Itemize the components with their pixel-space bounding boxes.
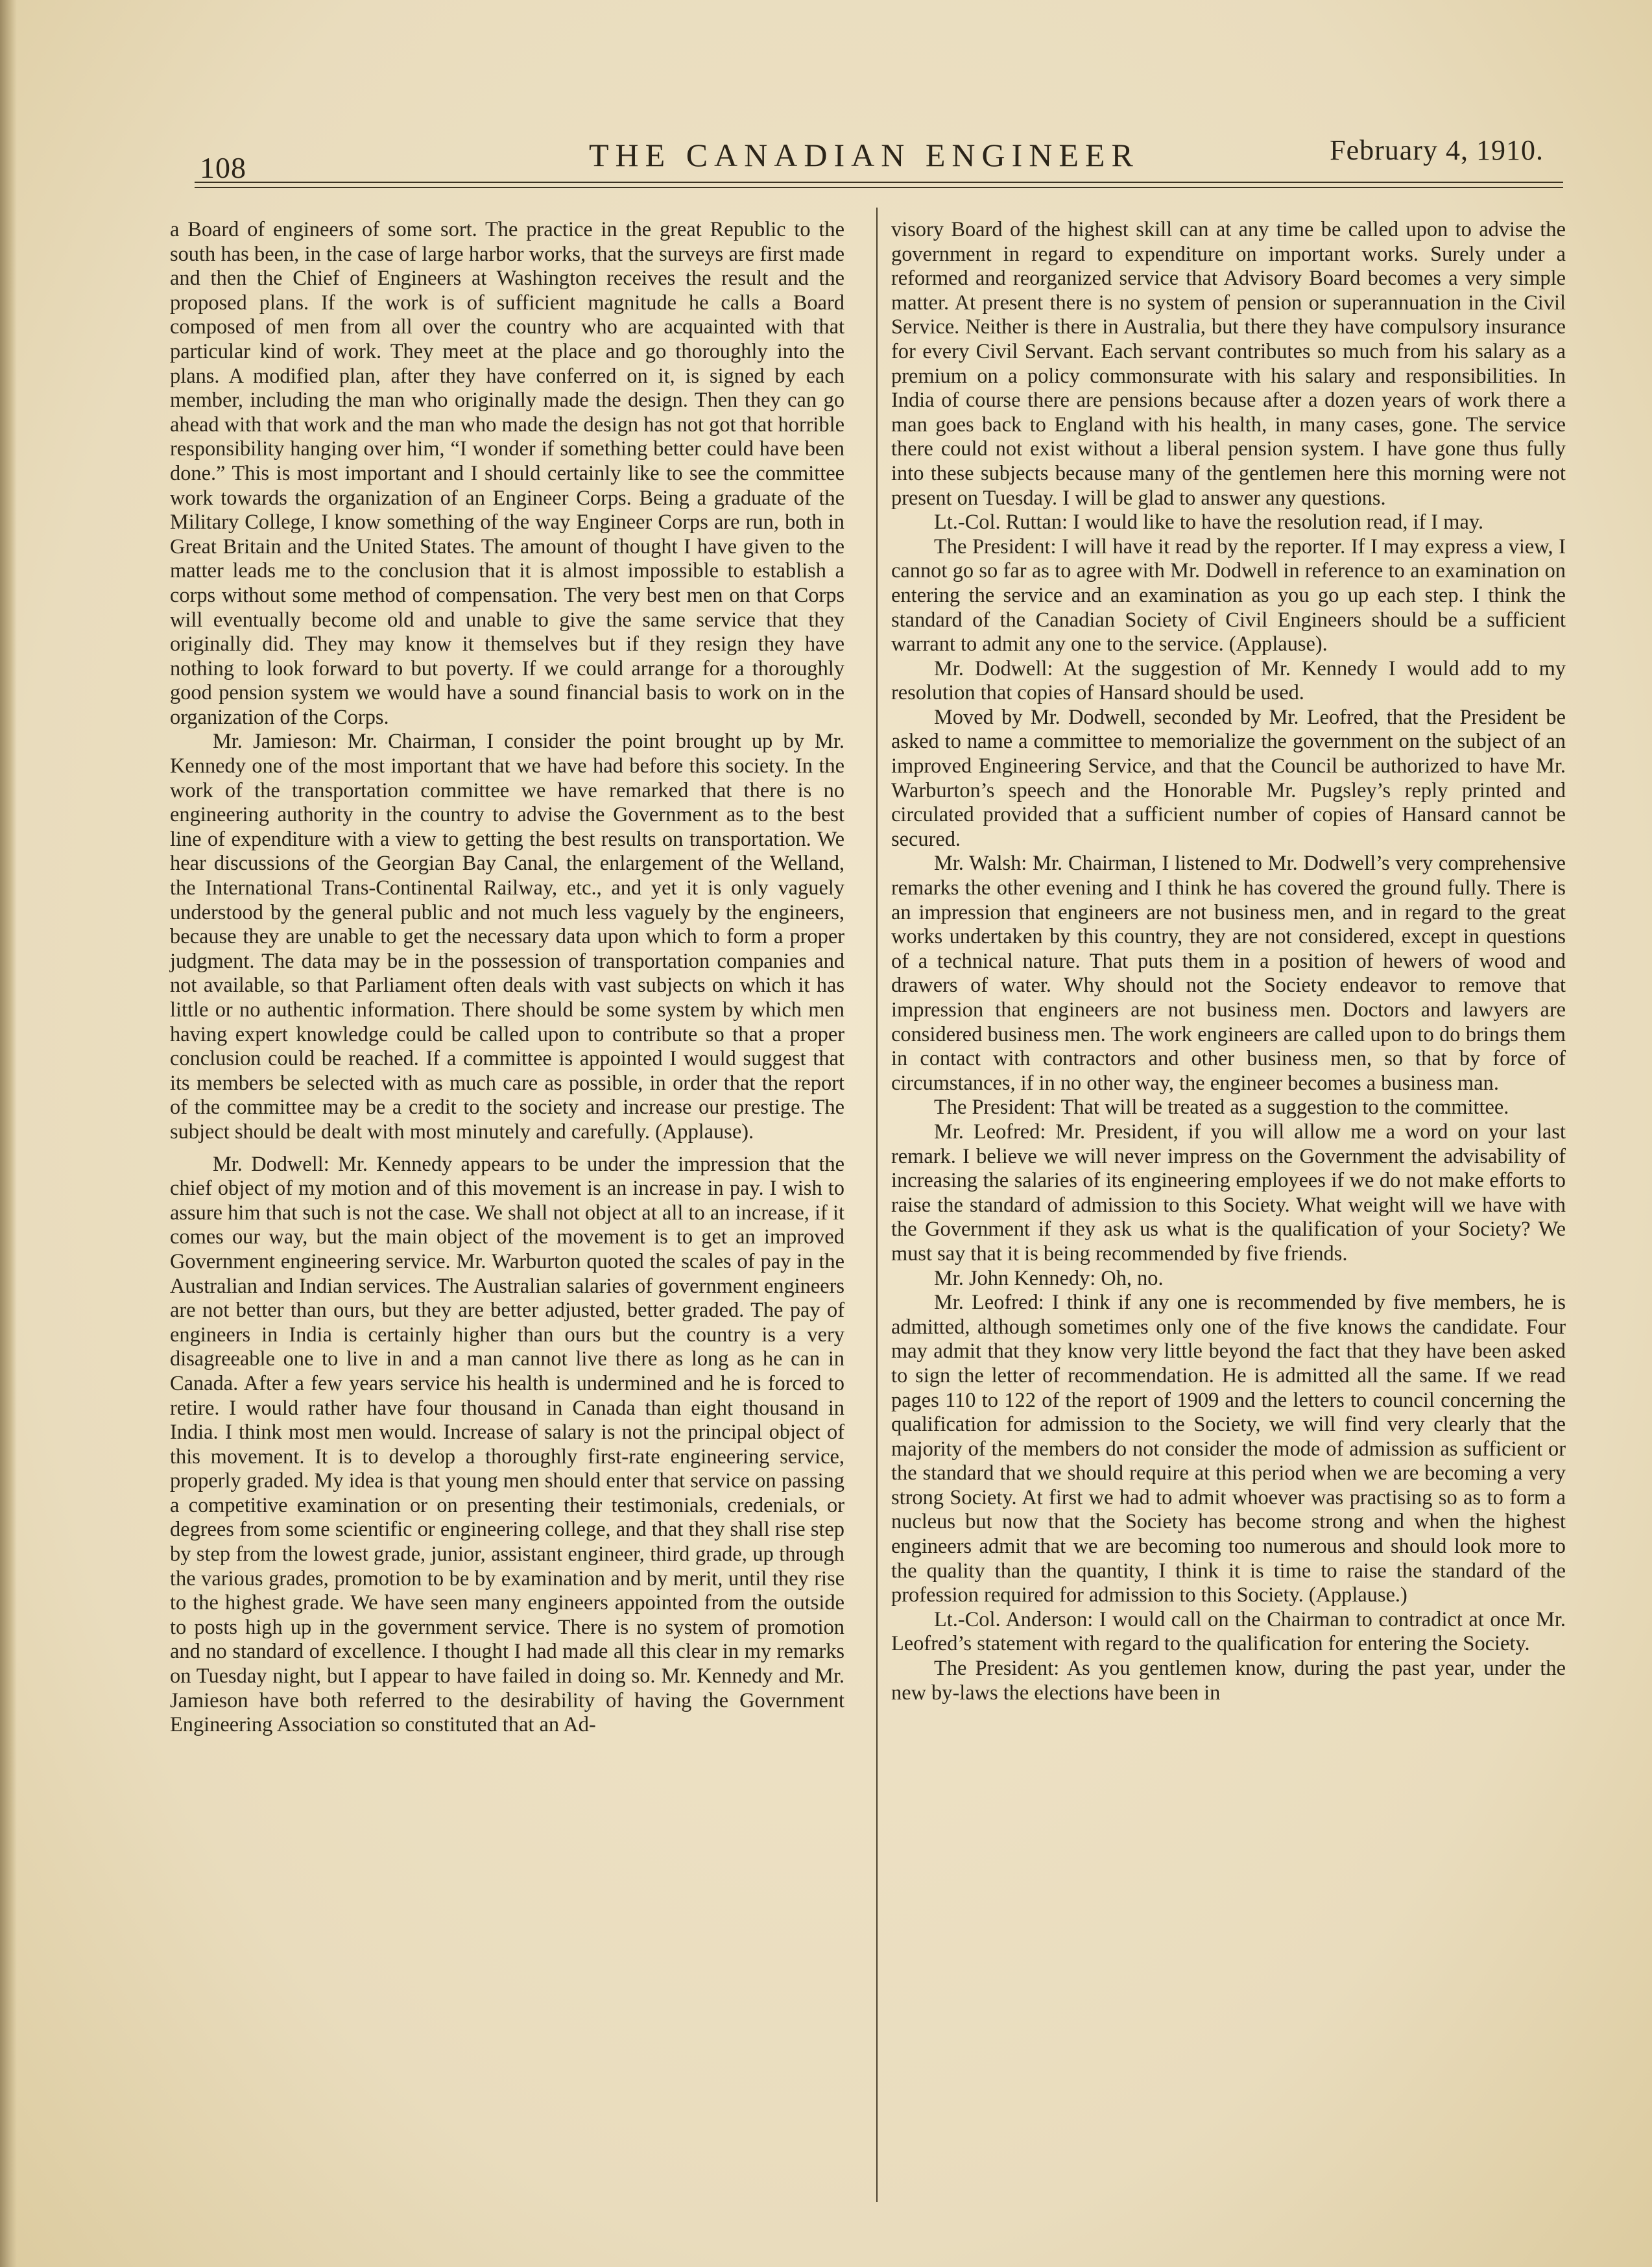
right-column [891,218,1566,2164]
left-column [170,218,844,2164]
column-divider [876,208,878,2202]
paragraph: Mr. Dodwell: At the suggestion of Mr. Kennedy I would add to my resolution that copies of Hansard should be used. [891,656,1566,705]
paragraph: The President: As you gentlemen know, during the past year, under the new by-laws the elections have been in [891,1657,1566,1705]
paragraph: Mr. Walsh: Mr. Chairman, I listened to Mr. Dodwell’s very comprehensive remarks the other evening and I think he has covered the ground fully. There is an impression that engineers are not business men, and in regard to the great works undertaken by this country, they are not considered, except in questions of a technical nature. That puts them in a position of hewers of wood and drawers of water. Why should not the Society endeavor to remove that impression that engineers are not business men. Doctors and lawyers are considered business men. The work engineers are called upon to do brings them in contact with contractors and other business men, so that by force of circumstances, if in no other way, the engineer becomes a business man. [891,852,1566,1095]
page-number: 108 [200,151,246,184]
journal-title: THE CANADIAN ENGINEER [589,137,1140,173]
issue-date: February 4, 1910. [1330,134,1544,166]
paragraph: Mr. Jamieson: Mr. Chairman, I consider the point brought up by Mr. Kennedy one of the most important that we have had before this society. In the work of the transportation committee we have remarked that there is no engineering authority in the country to advise the Government as to the best line of expenditure with a view to getting the best results on transportation. We hear discussions of the Georgian Bay Canal, the enlargement of the Welland, the International Trans-Continental Railway, etc., and yet it is only vaguely understood by the general public and not much less vaguely by the engineers, because they are unable to get the necessary data upon which to form a proper judgment. The data may be in the possession of transportation companies and not available, so that Parliament often deals with vast subjects on which it has little or no authentic information. There should be some system by which men having expert knowledge could be called upon to contribute so that a proper conclusion could be reached. If a committee is appointed I would suggest that its members be selected with as much care as possible, in order that the report of the committee may be a credit to the society and increase our prestige. The subject should be dealt with most minutely and carefully. (Applause). [170,730,844,1144]
paragraph: visory Board of the highest skill can at any time be called upon to advise the government in regard to expenditure on important works. Surely under a reformed and reorganized service that Advisory Board becomes a very simple matter. At present there is no system of pension or superannuation in the Civil Service. Neither is there in Australia, but there they have compulsory insurance for every Civil Servant. Each servant contributes so much from his salary as a premium on a policy commonsurate with his salary and responsibilities. In India of course there are pensions because after a dozen years of work there a man goes back to England with his health, in many cases, gone. The service there could not exist without a liberal pension system. I have gone thus fully into these subjects because many of the gentlemen here this morning were not present on Tuesday. I will be glad to answer any questions. [891,218,1566,510]
paragraph: The President: I will have it read by the reporter. If I may express a view, I cannot go so far as to agree with Mr. Dodwell in reference to an examination on entering the service and an examination as you go up each step. I think the standard of the Canadian Society of Civil Engineers should be a sufficient warrant to admit any one to the service. (Applause). [891,534,1566,656]
paragraph: Mr. John Kennedy: Oh, no. [934,1266,1164,1290]
paragraph: Mr. Leofred: I think if any one is recommended by five members, he is admitted, although sometimes only one of the five knows the candidate. Four may admit that they know very little beyond the fact that they have been asked to sign the letter of recommendation. He is admitted all the same. If we read pages 110 to 122 of the report of 1909 and the letters to council concerning the qualification for admission to the Society, we will find very clearly that the majority of the members do not consider the mode of admission as sufficient or the standard that we should require at this period when we are becoming a very strong Society. At first we had to admit whoever was practising so as to form a nucleus but now that the Society has become strong and when the highest engineers admit that we are becoming too numerous and should look more to the quality than the quantity, I think it is time to raise the standard of the profession required for admission to this Society. (Applause.) [891,1291,1566,1607]
paragraph: Mr. Leofred: Mr. President, if you will allow me a word on your last remark. I believe we will never impress on the Government the advisability of increasing the salaries of its engineering employees if we do not make efforts to raise the standard of admission to this Society. What weight will we have with the Government if they ask us what is the qualification of your Society? We must say that it is being recommended by five friends. [891,1120,1566,1265]
paragraph: The President: That will be treated as a suggestion to the committee. [934,1096,1509,1120]
paragraph: Lt.-Col. Anderson: I would call on the Chairman to contradict at once Mr. Leofred’s statement with regard to the qualification for entering the Society. [891,1607,1566,1656]
header-rule-top [195,182,1563,183]
paragraph: a Board of engineers of some sort. The practice in the great Republic to the south has been, in the case of large harbor works, that the surveys are first made and then the Chief of Engineers at Washington receives the result and the proposed plans. If the work is of sufficient magnitude he calls a Board composed of men from all over the country who are acquainted with that particular kind of work. They meet at the place and go thoroughly into the plans. A modified plan, after they have conferred on it, is signed by each member, including the man who originally made the design. Then they can go ahead with that work and the man who made the design has not got that horrible responsibility hanging over him, “I wonder if something better could have been done.” This is most important and I should certainly like to see the committee work towards the organization of an Engineer Corps. Being a graduate of the Military College, I know something of the way Engineer Corps are run, both in Great Britain and the United States. The amount of thought I have given to the matter leads me to the conclusion that it is almost impossible to establish a corps without some method of compensation. The very best men on that Corps will eventually become old and unable to give the same service that they originally did. They may know it themselves but if they resign they have nothing to look forward to but poverty. If we could arrange for a thoroughly good pension system we would have a sound financial basis to work on in the organization of the Corps. [170,218,844,729]
page-header [195,132,1563,184]
paragraph: Lt.-Col. Ruttan: I would like to have the resolution read, if I may. [934,510,1484,534]
paragraph: Mr. Dodwell: Mr. Kennedy appears to be under the impression that the chief object of my motion and of this movement is an increase in pay. I wish to assure him that such is not the case. We shall not object at all to an increase, if it comes our way, but the main object of the movement is to get an improved Government engineering service. Mr. Warburton quoted the scales of pay in the Australian and Indian services. The Australian salaries of government engineers are not better than ours, but they are better adjusted, better graded. The pay of engineers in India is certainly higher than ours but the country is a very disagreeable one to live in and a man cannot live there as long as he can in Canada. After a few years service his health is undermined and he is forced to retire. I would rather have four thousand in Canada than eight thousand in India. I think most men would. Increase of salary is not the principal object of this movement. It is to develop a thoroughly first-rate engineering service, properly graded. My idea is that young men should enter that service on passing a competitive examination or on presenting their testimonials, credenials, or degrees from some scientific or engineering college, and that they shall rise step by step from the lowest grade, junior, assistant engineer, third grade, up through the various grades, promotion to be by examination and by merit, until they rise to the highest grade. We have seen many engineers appointed from the outside to posts high up in the government service. There is no system of promotion and no standard of excellence. I thought I had made all this clear in my remarks on Tuesday night, but I appear to have failed in doing so. Mr. Kennedy and Mr. Jamieson have both referred to the desirability of having the Government Engineering Association so constituted that an Ad- [170,1152,844,1737]
header-rule-bottom [195,187,1563,188]
binding-edge [0,0,17,2267]
paragraph: Moved by Mr. Dodwell, seconded by Mr. Leofred, that the President be asked to name a committee to memorialize the government on the subject of an improved Engineering Service, and that the Council be authorized to have Mr. Warburton’s speech and the Honorable Mr. Pugsley’s reply printed and circulated provided that a sufficient number of copies of Hansard cannot be secured. [891,705,1566,851]
